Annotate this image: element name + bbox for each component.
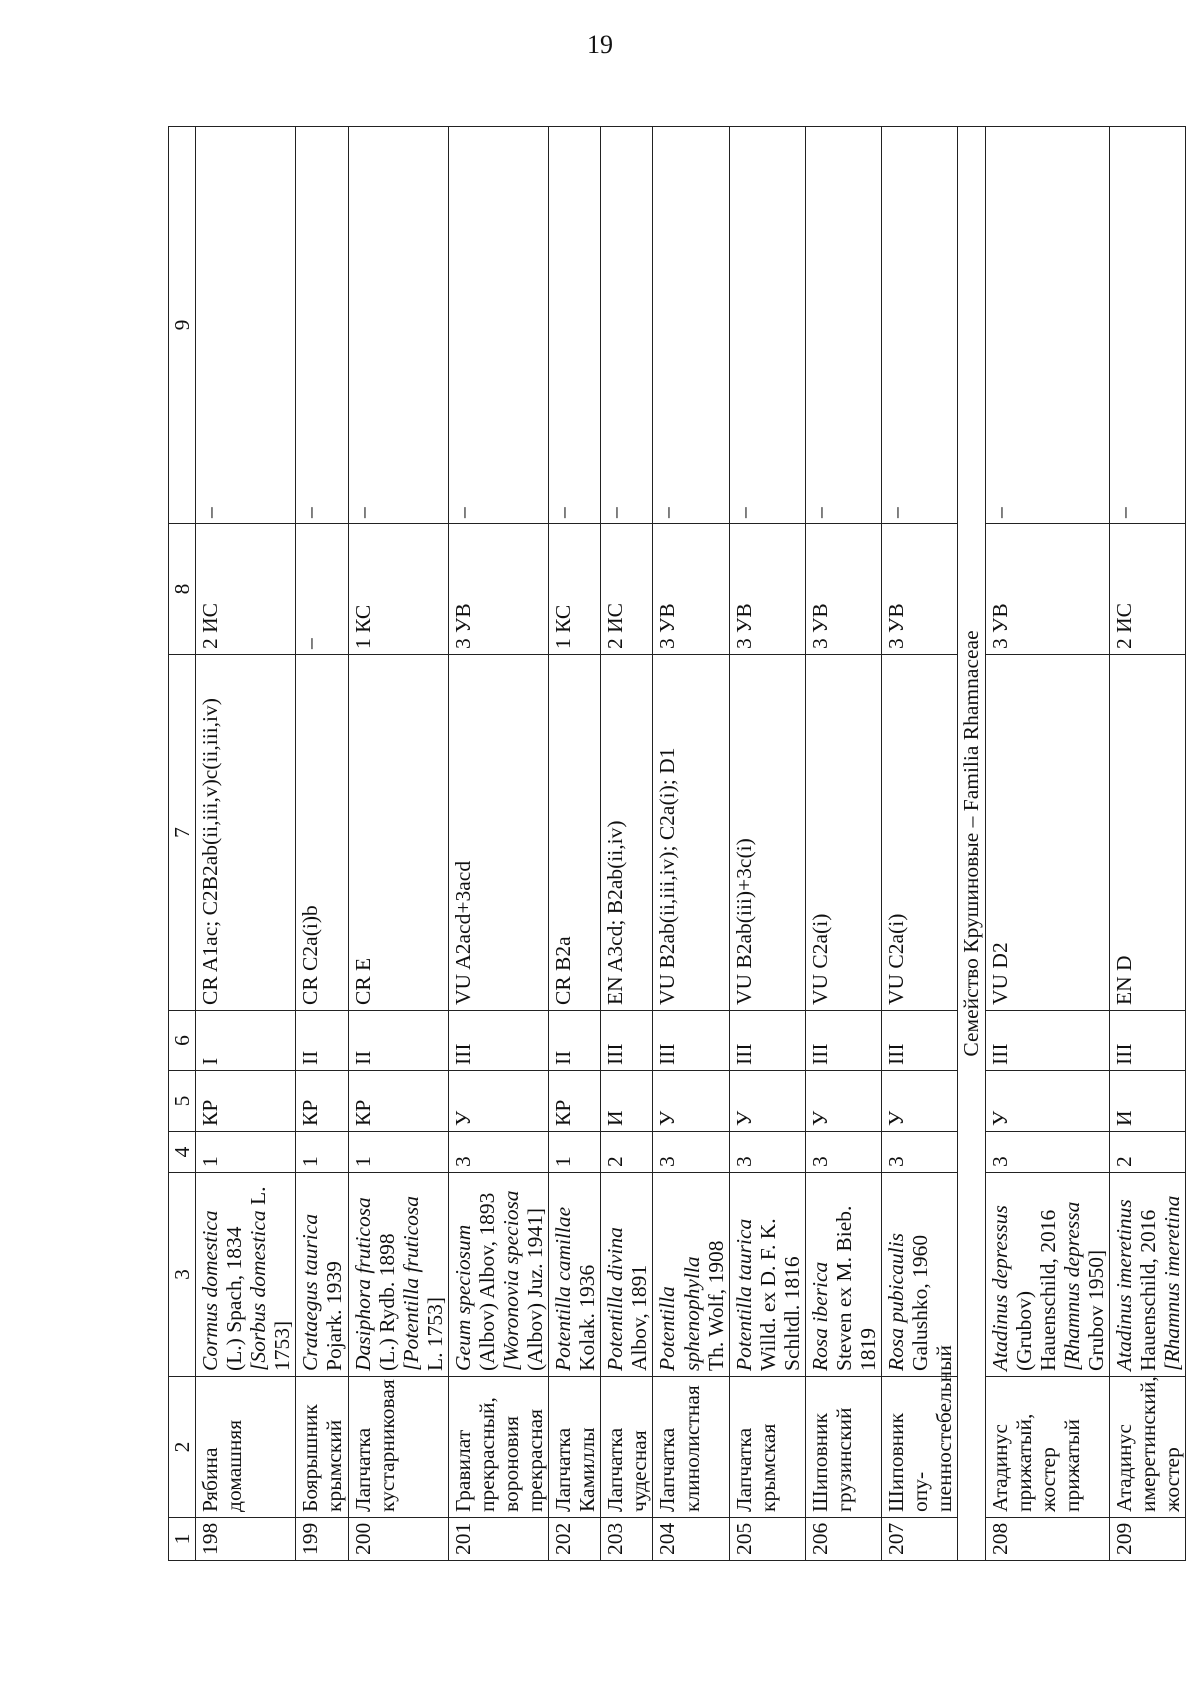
latin-name — [805, 1173, 881, 1377]
column-9-value: – — [196, 127, 296, 524]
category-number: 3 — [805, 1132, 881, 1173]
row-number: 198 — [196, 1518, 296, 1561]
latin-name — [296, 1173, 348, 1377]
status-code: У — [448, 1071, 548, 1132]
iucn-criteria: EN D — [1109, 655, 1185, 1011]
row-number: 208 — [985, 1518, 1109, 1561]
latin-name-part: Hauenschild, 2016 — [1135, 1209, 1160, 1371]
row-number: 202 — [549, 1518, 601, 1561]
family-row — [958, 127, 985, 1561]
latin-name — [549, 1173, 601, 1377]
latin-name-part: Albov, 1891 — [627, 1264, 652, 1371]
status-code: КР — [549, 1071, 601, 1132]
table-row — [882, 127, 958, 1561]
category-number: 3 — [729, 1132, 805, 1173]
column-header-2: 2 — [169, 1377, 196, 1518]
iucn-criteria: CR B2a — [549, 655, 601, 1011]
russian-name: Лапчатка кустарниковая — [348, 1377, 448, 1518]
rotated-table-container — [168, 127, 1185, 1561]
column-9-value: – — [653, 127, 729, 524]
column-9-value: – — [549, 127, 601, 524]
page-number: 19 — [587, 30, 613, 59]
status-code: У — [653, 1071, 729, 1132]
row-number: 200 — [348, 1518, 448, 1561]
latin-name — [196, 1173, 296, 1377]
priority-level: III — [601, 1011, 653, 1071]
latin-name — [1109, 1173, 1185, 1377]
status-code: У — [985, 1071, 1109, 1132]
row-number: 204 — [653, 1518, 729, 1561]
regional-status: 3 УВ — [805, 524, 881, 655]
column-9-value: – — [1109, 127, 1185, 524]
row-number: 206 — [805, 1518, 881, 1561]
latin-name-part: Atadinus imeretinus — [1111, 1199, 1136, 1371]
table-row — [1109, 127, 1185, 1561]
iucn-criteria: CR A1ac; C2B2ab(ii,iii,v)c(ii,iii,iv) — [196, 655, 296, 1011]
latin-name-part: Potentilla sphenophylla — [655, 1256, 704, 1371]
latin-name-part: (Albov) Juz. 1941] — [523, 1207, 548, 1371]
russian-name: Боярышник крымский — [296, 1377, 348, 1518]
header-row — [169, 127, 196, 1561]
table-row — [729, 127, 805, 1561]
latin-name-part: L. 1753] — [422, 1296, 447, 1371]
latin-name-part: (Albov) Albov, 1893 — [474, 1192, 499, 1371]
regional-status: 3 УВ — [882, 524, 958, 655]
priority-level: III — [653, 1011, 729, 1071]
status-code: У — [882, 1071, 958, 1132]
category-number: 2 — [601, 1132, 653, 1173]
row-number: 199 — [296, 1518, 348, 1561]
latin-name-part: Th. Wolf, 1908 — [703, 1240, 728, 1371]
column-9-value: – — [729, 127, 805, 524]
family-heading: Семейство Крушиновые – Familia Rhamnaceae — [958, 127, 985, 1561]
priority-level: II — [348, 1011, 448, 1071]
table-row — [296, 127, 348, 1561]
priority-level: III — [985, 1011, 1109, 1071]
latin-name-part: [Woronovia speciosa — [499, 1190, 524, 1371]
row-number: 203 — [601, 1518, 653, 1561]
russian-name: Лапчатка крымская — [729, 1377, 805, 1518]
iucn-criteria: VU B2ab(ii,iii,iv); C2a(i); D1 — [653, 655, 729, 1011]
regional-status: 2 ИС — [1109, 524, 1185, 655]
table-row — [653, 127, 729, 1561]
column-9-value: – — [348, 127, 448, 524]
priority-level: III — [882, 1011, 958, 1071]
latin-name-part: Rosa iberica — [807, 1261, 832, 1371]
latin-name — [653, 1173, 729, 1377]
latin-name-part: Grubov 1950] — [1083, 1249, 1108, 1371]
latin-name — [729, 1173, 805, 1377]
priority-level: III — [1109, 1011, 1185, 1071]
latin-name-part: [Sorbus domestica — [246, 1210, 271, 1371]
regional-status: 3 УВ — [448, 524, 548, 655]
russian-name: Лапчатка клинолистная — [653, 1377, 729, 1518]
regional-status: 3 УВ — [653, 524, 729, 655]
latin-name-part: [Rhamnus imeretina — [1160, 1195, 1185, 1371]
russian-name: Атадинус имеретинский, жостер — [1109, 1377, 1185, 1518]
column-header-6: 6 — [169, 1011, 196, 1071]
iucn-criteria: CR C2a(i)b — [296, 655, 348, 1011]
column-9-value: – — [882, 127, 958, 524]
column-9-value: – — [985, 127, 1109, 524]
category-number: 1 — [549, 1132, 601, 1173]
latin-name-part: Willd. ex D. F. K. Schltdl. 1816 — [755, 1218, 804, 1371]
table-row — [985, 127, 1109, 1561]
latin-name-part: Steven ex M. Bieb. 1819 — [832, 1205, 881, 1371]
category-number: 2 — [1109, 1132, 1185, 1173]
table-row — [805, 127, 881, 1561]
table-row — [196, 127, 296, 1561]
status-code: КР — [348, 1071, 448, 1132]
regional-status: – — [296, 524, 348, 655]
priority-level: I — [196, 1011, 296, 1071]
column-header-9: 9 — [169, 127, 196, 524]
latin-name-part: [Potentilla fruticosa — [398, 1196, 423, 1371]
species-table — [168, 126, 1186, 1561]
iucn-criteria: VU C2a(i) — [805, 655, 881, 1011]
status-code: КР — [196, 1071, 296, 1132]
latin-name-part: Geum speciosum — [450, 1224, 475, 1371]
category-number: 3 — [448, 1132, 548, 1173]
russian-name: Лапчатка чудесная — [601, 1377, 653, 1518]
latin-name-part: Cormus domestica — [198, 1210, 223, 1371]
priority-level: II — [296, 1011, 348, 1071]
category-number: 1 — [296, 1132, 348, 1173]
iucn-criteria: VU D2 — [985, 655, 1109, 1011]
latin-name-part: Crataegus taurica — [298, 1213, 323, 1371]
latin-name-part: L. 1753] — [246, 1186, 295, 1371]
regional-status: 3 УВ — [729, 524, 805, 655]
row-number: 209 — [1109, 1518, 1185, 1561]
latin-name — [348, 1173, 448, 1377]
latin-name-part: Potentilla camillae — [551, 1206, 576, 1371]
latin-name-part: (L.) Rydb. 1898 — [374, 1233, 399, 1371]
regional-status: 1 КС — [549, 524, 601, 655]
priority-level: III — [448, 1011, 548, 1071]
column-9-value: – — [805, 127, 881, 524]
column-header-5: 5 — [169, 1071, 196, 1132]
priority-level: III — [729, 1011, 805, 1071]
category-number: 3 — [882, 1132, 958, 1173]
latin-name-part: Dasiphora fruticosa — [350, 1197, 375, 1371]
column-9-value: – — [448, 127, 548, 524]
iucn-criteria: EN A3cd; B2ab(ii,iv) — [601, 655, 653, 1011]
status-code: У — [729, 1071, 805, 1132]
column-header-8: 8 — [169, 524, 196, 655]
status-code: И — [601, 1071, 653, 1132]
row-number: 201 — [448, 1518, 548, 1561]
category-number: 1 — [348, 1132, 448, 1173]
column-header-7: 7 — [169, 655, 196, 1011]
priority-level: III — [805, 1011, 881, 1071]
latin-name — [448, 1173, 548, 1377]
row-number: 207 — [882, 1518, 958, 1561]
latin-name — [601, 1173, 653, 1377]
category-number: 3 — [985, 1132, 1109, 1173]
latin-name-part: Rosa pubicaulis — [884, 1233, 909, 1371]
latin-name — [985, 1173, 1109, 1377]
russian-name: Рябина домашняя — [196, 1377, 296, 1518]
iucn-criteria: VU B2ab(iii)+3c(i) — [729, 655, 805, 1011]
priority-level: II — [549, 1011, 601, 1071]
column-9-value: – — [601, 127, 653, 524]
status-code: КР — [296, 1071, 348, 1132]
regional-status: 2 ИС — [601, 524, 653, 655]
latin-name-part: Potentilla divina — [603, 1227, 628, 1371]
table-row — [601, 127, 653, 1561]
status-code: И — [1109, 1071, 1185, 1132]
status-code: У — [805, 1071, 881, 1132]
latin-name-part: Kolak. 1936 — [575, 1264, 600, 1371]
russian-name: Гравилат прекрасный, вороновия прекрасная — [448, 1377, 548, 1518]
row-number: 205 — [729, 1518, 805, 1561]
russian-name: Шиповник грузинский — [805, 1377, 881, 1518]
latin-name-part: Galushko, 1960 — [908, 1234, 933, 1371]
table-row — [549, 127, 601, 1561]
regional-status: 3 УВ — [985, 524, 1109, 655]
iucn-criteria: VU C2a(i) — [882, 655, 958, 1011]
iucn-criteria: CR E — [348, 655, 448, 1011]
category-number: 1 — [196, 1132, 296, 1173]
column-header-4: 4 — [169, 1132, 196, 1173]
latin-name-part: (L.) Spach, 1834 — [222, 1226, 247, 1371]
column-header-1: 1 — [169, 1518, 196, 1561]
regional-status: 1 КС — [348, 524, 448, 655]
column-header-3: 3 — [169, 1173, 196, 1377]
russian-name: Лапчатка Камиллы — [549, 1377, 601, 1518]
latin-name-part: Potentilla taurica — [731, 1218, 756, 1371]
regional-status: 2 ИС — [196, 524, 296, 655]
category-number: 3 — [653, 1132, 729, 1173]
table-row — [448, 127, 548, 1561]
latin-name-part: Atadinus depressus — [987, 1205, 1012, 1371]
latin-name-part: [Rhamnus depressa — [1059, 1201, 1084, 1371]
table-row — [348, 127, 448, 1561]
table-body — [196, 127, 1186, 1561]
column-9-value: – — [296, 127, 348, 524]
latin-name-part: (Grubov) Hauenschild, 2016 — [1011, 1209, 1060, 1371]
iucn-criteria: VU A2acd+3acd — [448, 655, 548, 1011]
russian-name: Атадинус прижатый, жостер прижатый — [985, 1377, 1109, 1518]
russian-name: Шиповник опу-шенностебельный — [882, 1377, 958, 1518]
latin-name-part: Pojark. 1939 — [322, 1261, 347, 1371]
